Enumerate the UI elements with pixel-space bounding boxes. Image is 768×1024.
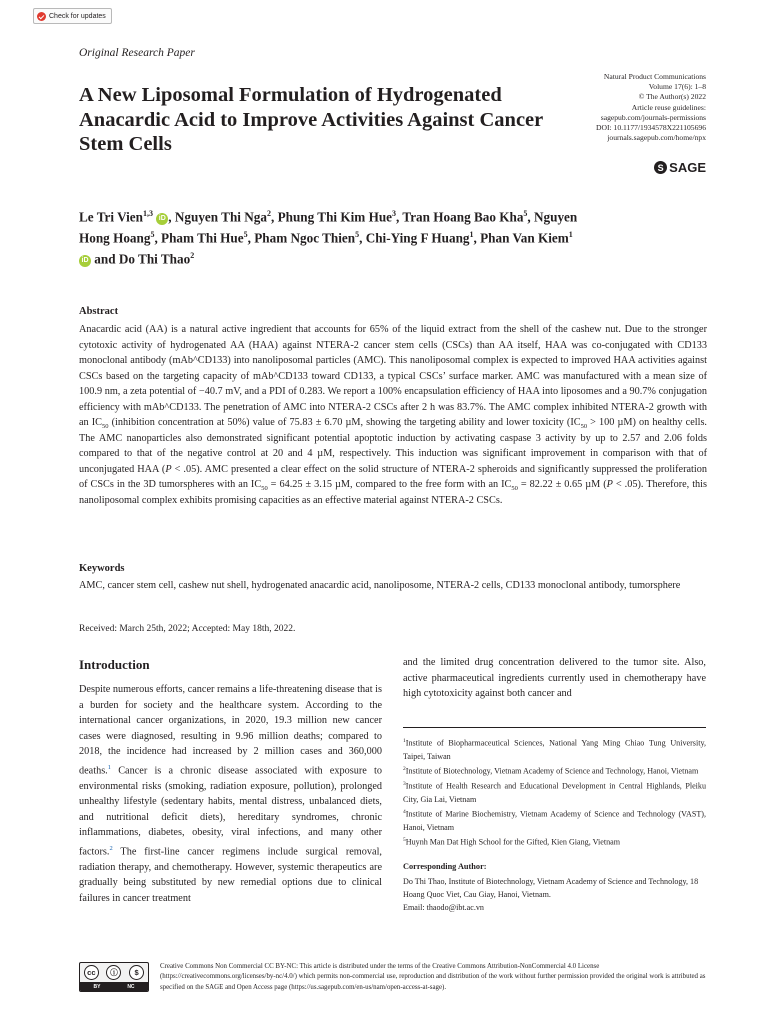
corresponding-author-heading: Corresponding Author: [403,862,487,871]
author-name: Pham Thi Hue [161,230,244,246]
cc-by-label: BY [93,983,101,990]
journal-volume: Volume 17(6): 1–8 [648,82,706,92]
crossmark-icon [37,12,46,21]
author-affiliation-number: 5 [355,229,360,239]
author-separator: and [91,251,119,267]
affiliation-text: Huynh Man Dat High School for the Gifted, Kien Giang, Vietnam [405,837,621,847]
orcid-icon[interactable]: iD [156,213,168,225]
license-statement: Creative Commons Non Commercial CC BY-NC: This article is distributed under the terms of the Creative Commons Attribution-NonCommercial 4.0 License (https://creativecommons.org/licenses/by-nc/4.0/) which permits non-commercial use, reproduction and distribution of the work without further permission provided the original work is attributed as specified on the SAGE and Open Access page (https://us.sagepub.com/en-us/nam/open-access-at-sage). [160,963,706,991]
affiliation-text: Institute of Biopharmaceutical Sciences, National Yang Ming Chiao Tung University, Taipei, Taiwan [403,738,706,761]
author-affiliation-number: 5 [243,229,248,239]
text-run: = 64.25 ± 3.15 µM, compared to the free form with an IC [267,479,512,491]
journal-info [506,72,706,143]
text-run: < .05). Therefore, this nanoliposomal complex exhibits promising capacities as an effective material against NTERA-2 CSCs. [79,479,708,507]
introduction-column-2: and the limited drug concentration delivered to the tumor site. Also, active pharmaceutical ingredients currently used in chemotherapy have high cytotoxicity against both cancer and [403,657,706,700]
paper-title: A New Liposomal Formulation of Hydrogenated Anacardic Acid to Improve Activities Against Cancer Stem Cells [79,84,543,155]
author-affiliation-number: 1,3 [143,209,153,218]
author-name: Do Thi Thao [118,251,191,267]
author-affiliation-number: 5 [523,209,528,218]
permissions-link[interactable]: sagepub.com/journals-permissions [600,112,706,122]
copyright: © The Author(s) 2022 [638,92,706,102]
text-run: = 82.22 ± 0.65 µM ( [517,479,607,491]
sage-logo [654,160,706,175]
author-name: Phung Thi Kim Hue [277,209,393,225]
author-separator: , [154,230,162,246]
affiliation-item [403,806,706,834]
corresponding-author-email[interactable]: Email: thaodo@ibt.ac.vn [403,903,484,913]
citation-link[interactable]: 2 [109,844,113,852]
affiliation-text: Institute of Biotechnology, Vietnam Academy of Science and Technology, Hanoi, Vietnam [405,766,699,776]
author-separator: , [527,209,535,225]
italic-symbol: P [606,479,613,491]
author-affiliation-number: 3 [392,209,397,218]
affiliation-item [403,735,706,763]
attribution-icon: ⓘ [106,965,121,980]
text-run: Despite numerous efforts, cancer remains a life-threatening disease that is a burden for society and the healthcare system. According to the international cancer organizations, in 2020, 19.3 million new cancer cases were diagnosed, resulting in 9.96 million deaths; compared to 2018, the incidence had increased by 2 million cases and 360,000 deaths. [79,684,382,777]
introduction-heading: Introduction [79,657,150,672]
received-accepted-dates: Received: March 25th, 2022; Accepted: May 18th, 2022. [79,624,296,634]
author-name: Pham Ngoc Thien [254,230,356,246]
orcid-icon[interactable]: iD [79,255,91,267]
non-commercial-icon: $ [129,965,144,980]
italic-symbol: P [165,463,172,475]
cc-by-nc-logo[interactable] [79,962,149,992]
corresponding-author-details [403,875,706,915]
author-name: Tran Hoang Bao Kha [402,209,524,225]
check-updates-label: Check for updates [49,12,106,20]
text-run: > 100 µM) on healthy cells. The AMC nanoparticles also demonstrated significant potential apoptotic induction by activating caspase 3 activity by up to 2.57 and 2.06 folds compared to that of the negative control at 20 and 4 µM, respectively. This induction was significant improvement in comparison with that of unconjugated HAA ( [79,417,707,475]
affiliation-number: 2 [403,766,406,773]
author-name: Nguyen Thi Nga [174,209,267,225]
affiliation-item [403,778,706,806]
affiliations [403,735,706,849]
affiliation-number: 3 [403,780,406,787]
author-separator: , [396,209,403,225]
affiliation-text: Institute of Health Research and Educational Development in Central Highlands, Pleiku City, Gia Lai, Vietnam [403,781,706,804]
text-run: The first-line cancer regimens include surgical removal, radiation therapy, and chemotherapy. However, systemic therapeutics are gradually being substituted by new remedial options due to clinical failures in cancer treatment [79,846,382,904]
author-affiliation-number: 1 [568,229,573,239]
affiliation-item [403,763,706,778]
author-name: Le Tri Vien [79,209,143,225]
corresponding-author-address: Do Thi Thao, Institute of Biotechnology, Vietnam Academy of Science and Technology, 18 Hoang Quoc Viet, Cau Giay, Hanoi, Vietnam. [403,877,699,900]
author-affiliation-number: 2 [190,250,195,260]
sage-wordmark: SAGE [669,160,706,175]
author-name: Chi-Ying F Huang [365,230,470,246]
abstract-text [79,322,707,509]
author-list [79,205,579,268]
affiliation-item [403,834,706,849]
subscript: 50 [261,485,268,493]
author-separator: , [168,209,175,225]
text-run: (inhibition concentration at 50%) value of 75.83 ± 6.70 µM, showing the targeting ability and lower toxicity (IC [108,417,581,429]
article-type: Original Research Paper [79,47,195,59]
author-affiliation-number: 1 [469,229,474,239]
affiliation-number: 4 [403,809,406,816]
author-affiliation-number: 5 [150,229,155,239]
affiliation-text: Institute of Marine Biochemistry, Vietnam Academy of Science and Technology (VAST), Hanoi, Vietnam [403,809,706,832]
journal-name: Natural Product Communications [603,72,706,81]
abstract-heading: Abstract [79,306,119,317]
introduction-column-1 [79,682,382,906]
author-name: Phan Van Kiem [480,230,569,246]
subscript: 50 [102,423,109,431]
sage-s-icon: S [654,161,667,174]
text-run: Cancer is a chronic disease associated with exposure to environmental risks (smoking, radiation exposure, pollution), prolonged unhealthy lifestyle (sedentary habits, mental distress, unbalanced diets, and nutritional deficit diets), hereditary syndromes, chronic inflammations, diabetes, obesity, viral infections, and many other factors. [79,765,382,858]
affiliation-number: 1 [403,738,406,744]
author-affiliation-number: 2 [266,209,271,218]
keywords-text: AMC, cancer stem cell, cashew nut shell, hydrogenated anacardic acid, nanoliposome, NTERA-2 cells, CD133 monoclonal antibody, tumorsphere [79,580,681,591]
author-name: Nguyen Hong Hoang [79,209,578,246]
check-for-updates-badge[interactable] [33,8,112,24]
reuse-guidelines: Article reuse guidelines: [631,102,706,112]
doi[interactable]: DOI: 10.1177/1934578X221105696 [596,123,706,133]
journal-homepage-link[interactable]: journals.sagepub.com/home/npx [607,133,706,143]
cc-nc-label: NC [127,983,135,990]
text-run: < .05). AMC presented a clear effect on the solid structure of NTERA-2 spheroids and significantly suppressed the proliferation of CSCs in the 3D tumorspheres with an IC [79,463,707,491]
text-run: Anacardic acid (AA) is a natural active ingredient that accounts for 65% of the liquid extract from the shell of the cashew nut. Due to the stronger cytotoxic activity of hydrogenated AA (HAA) against NTERA-2 cancer stem cells (CSCs) than AA itself, HAA was co-conjugated with CD133 monoclonal antibody (mAb^CD133) into nanoliposomal particles (AMC). This nanoliposomal complex is expected to improved HAA activities against CSCs based on the targeting capacity of mAb^CD133 toward CD133, a typical CSCs’ surface marker. AMC was manufactured with a mean size of 100.9 nm, a zeta potential of −40.7 mV, and a PDI of 0.283. We report a 100% encapsulation efficiency of HAA into liposomes and a 90.7% conjugation efficiency with mAb^CD133. The penetration of AMC into NTERA-2 CSCs after 2 h was 83.7%. The AMC complex inhibited NTERA-2 growth with an IC [79,324,707,429]
author-separator: , [270,209,278,225]
subscript: 50 [580,423,588,431]
subscript: 50 [511,485,518,493]
affiliation-number: 5 [403,837,406,844]
affiliation-divider [403,727,706,728]
author-separator: , [473,230,481,246]
citation-link[interactable]: 1 [107,763,111,771]
author-separator: , [359,230,366,246]
creative-commons-icon: cc [84,965,99,980]
author-separator: , [247,230,255,246]
keywords-heading: Keywords [79,563,125,574]
